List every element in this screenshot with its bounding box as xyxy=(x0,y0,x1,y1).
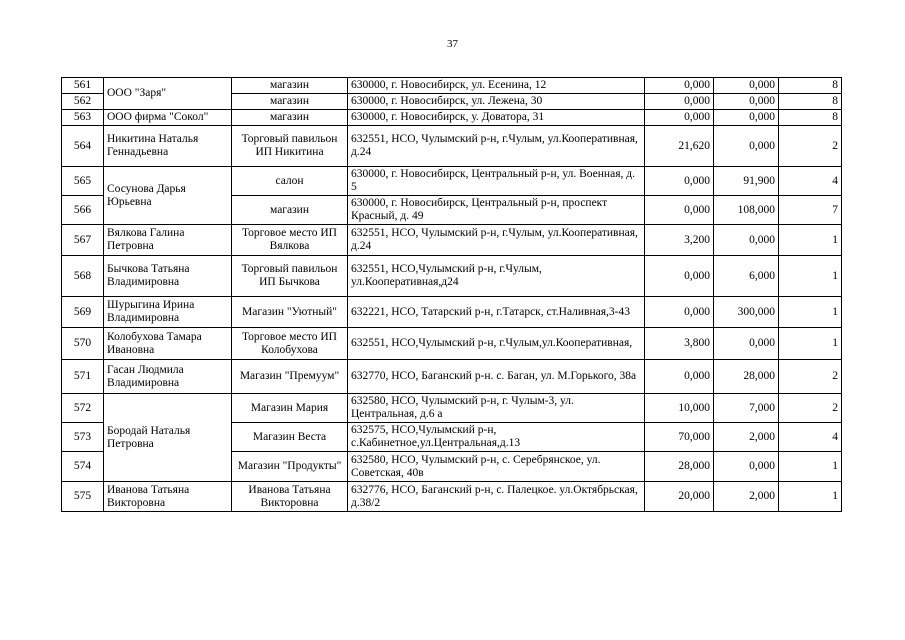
value-1-cell: 70,000 xyxy=(645,423,714,452)
row-number-cell: 575 xyxy=(62,482,104,512)
object-type-cell: магазин xyxy=(232,110,348,126)
value-2-cell: 28,000 xyxy=(714,360,779,394)
row-number-cell: 573 xyxy=(62,423,104,452)
value-2-cell: 0,000 xyxy=(714,328,779,360)
owner-cell: Никитина Наталья Геннадьевна xyxy=(104,126,232,167)
address-cell: 632551, НСО,Чулымский р-н, г.Чулым,ул.Кооперативная, xyxy=(348,328,645,360)
value-1-cell: 0,000 xyxy=(645,110,714,126)
object-type-cell: Магазин Веста xyxy=(232,423,348,452)
object-type-cell: Иванова Татьяна Викторовна xyxy=(232,482,348,512)
value-3-cell: 8 xyxy=(779,110,842,126)
table-row xyxy=(62,328,842,360)
address-cell: 630000, г. Новосибирск, Центральный р-н, проспект Красный, д. 49 xyxy=(348,196,645,225)
object-type-cell: магазин xyxy=(232,78,348,94)
object-type-cell: Магазин "Уютный" xyxy=(232,297,348,328)
value-1-cell: 10,000 xyxy=(645,394,714,423)
row-number-cell: 569 xyxy=(62,297,104,328)
value-3-cell: 7 xyxy=(779,196,842,225)
value-1-cell: 21,620 xyxy=(645,126,714,167)
value-2-cell: 0,000 xyxy=(714,94,779,110)
address-cell: 632551, НСО, Чулымский р-н, г.Чулым, ул.Кооперативная, д.24 xyxy=(348,225,645,256)
value-2-cell: 300,000 xyxy=(714,297,779,328)
value-2-cell: 0,000 xyxy=(714,78,779,94)
object-type-cell: Торговый павильон ИП Бычкова xyxy=(232,256,348,297)
value-3-cell: 2 xyxy=(779,360,842,394)
row-number-cell: 574 xyxy=(62,452,104,482)
owner-cell: Вялкова Галина Петровна xyxy=(104,225,232,256)
table-row xyxy=(62,110,842,126)
table-row xyxy=(62,225,842,256)
address-cell: 630000, г. Новосибирск, Центральный р-н, ул. Военная, д. 5 xyxy=(348,167,645,196)
address-cell: 632221, НСО, Татарский р-н, г.Татарск, ст.Наливная,3-43 xyxy=(348,297,645,328)
row-number-cell: 562 xyxy=(62,94,104,110)
value-3-cell: 4 xyxy=(779,167,842,196)
value-3-cell: 2 xyxy=(779,126,842,167)
row-number-cell: 568 xyxy=(62,256,104,297)
table-row xyxy=(62,78,842,94)
table-row xyxy=(62,126,842,167)
address-cell: 632776, НСО, Баганский р-н, с. Палецкое. ул.Октябрьская, д.38/2 xyxy=(348,482,645,512)
address-cell: 632575, НСО,Чулымский р-н, с.Кабинетное,ул.Центральная,д.13 xyxy=(348,423,645,452)
value-2-cell: 6,000 xyxy=(714,256,779,297)
value-2-cell: 2,000 xyxy=(714,423,779,452)
value-1-cell: 3,800 xyxy=(645,328,714,360)
address-cell: 630000, г. Новосибирск, ул. Есенина, 12 xyxy=(348,78,645,94)
table-row xyxy=(62,256,842,297)
row-number-cell: 570 xyxy=(62,328,104,360)
object-type-cell: Торговое место ИП Вялкова xyxy=(232,225,348,256)
table-row xyxy=(62,360,842,394)
object-type-cell: Магазин "Премуум" xyxy=(232,360,348,394)
registry-table xyxy=(61,77,842,512)
owner-cell: Колобухова Тамара Ивановна xyxy=(104,328,232,360)
object-type-cell: магазин xyxy=(232,94,348,110)
row-number-cell: 566 xyxy=(62,196,104,225)
value-1-cell: 20,000 xyxy=(645,482,714,512)
object-type-cell: салон xyxy=(232,167,348,196)
value-2-cell: 7,000 xyxy=(714,394,779,423)
value-1-cell: 0,000 xyxy=(645,167,714,196)
object-type-cell: Магазин "Продукты" xyxy=(232,452,348,482)
table-row xyxy=(62,297,842,328)
table-row xyxy=(62,482,842,512)
value-1-cell: 0,000 xyxy=(645,94,714,110)
row-number-cell: 567 xyxy=(62,225,104,256)
address-cell: 632551, НСО,Чулымский р-н, г.Чулым, ул.Кооперативная,д24 xyxy=(348,256,645,297)
owner-cell: Сосунова Дарья Юрьевна xyxy=(104,167,232,225)
value-3-cell: 8 xyxy=(779,94,842,110)
value-2-cell: 0,000 xyxy=(714,126,779,167)
owner-cell: Шурыгина Ирина Владимировна xyxy=(104,297,232,328)
value-3-cell: 4 xyxy=(779,423,842,452)
value-2-cell: 91,900 xyxy=(714,167,779,196)
value-1-cell: 0,000 xyxy=(645,196,714,225)
address-cell: 632580, НСО, Чулымский р-н, с. Серебрянское, ул. Советская, 40в xyxy=(348,452,645,482)
object-type-cell: Магазин Мария xyxy=(232,394,348,423)
value-2-cell: 0,000 xyxy=(714,225,779,256)
page-number: 37 xyxy=(447,38,458,50)
table-row xyxy=(62,167,842,196)
value-1-cell: 0,000 xyxy=(645,78,714,94)
address-cell: 632770, НСО, Баганский р-н. с. Баган, ул. М.Горького, 38а xyxy=(348,360,645,394)
object-type-cell: Торговое место ИП Колобухова xyxy=(232,328,348,360)
value-2-cell: 108,000 xyxy=(714,196,779,225)
row-number-cell: 571 xyxy=(62,360,104,394)
owner-cell: Бородай Наталья Петровна xyxy=(104,394,232,482)
row-number-cell: 563 xyxy=(62,110,104,126)
value-3-cell: 1 xyxy=(779,328,842,360)
address-cell: 632580, НСО, Чулымский р-н, г. Чулым-3, ул. Центральная, д.6 а xyxy=(348,394,645,423)
value-3-cell: 1 xyxy=(779,256,842,297)
value-3-cell: 1 xyxy=(779,482,842,512)
object-type-cell: магазин xyxy=(232,196,348,225)
owner-cell: Иванова Татьяна Викторовна xyxy=(104,482,232,512)
value-1-cell: 0,000 xyxy=(645,297,714,328)
address-cell: 632551, НСО, Чулымский р-н, г.Чулым, ул.Кооперативная, д.24 xyxy=(348,126,645,167)
row-number-cell: 561 xyxy=(62,78,104,94)
owner-cell: ООО фирма "Сокол" xyxy=(104,110,232,126)
value-3-cell: 8 xyxy=(779,78,842,94)
value-3-cell: 1 xyxy=(779,452,842,482)
address-cell: 630000, г. Новосибирск, у. Доватора, 31 xyxy=(348,110,645,126)
value-3-cell: 1 xyxy=(779,297,842,328)
owner-cell: ООО "Заря" xyxy=(104,78,232,110)
row-number-cell: 564 xyxy=(62,126,104,167)
address-cell: 630000, г. Новосибирск, ул. Лежена, 30 xyxy=(348,94,645,110)
value-1-cell: 28,000 xyxy=(645,452,714,482)
object-type-cell: Торговый павильон ИП Никитина xyxy=(232,126,348,167)
owner-cell: Бычкова Татьяна Владимировна xyxy=(104,256,232,297)
value-3-cell: 2 xyxy=(779,394,842,423)
value-1-cell: 3,200 xyxy=(645,225,714,256)
value-1-cell: 0,000 xyxy=(645,360,714,394)
value-2-cell: 2,000 xyxy=(714,482,779,512)
value-2-cell: 0,000 xyxy=(714,452,779,482)
value-1-cell: 0,000 xyxy=(645,256,714,297)
row-number-cell: 572 xyxy=(62,394,104,423)
table-row xyxy=(62,394,842,423)
value-3-cell: 1 xyxy=(779,225,842,256)
value-2-cell: 0,000 xyxy=(714,110,779,126)
owner-cell: Гасан Людмила Владимировна xyxy=(104,360,232,394)
row-number-cell: 565 xyxy=(62,167,104,196)
